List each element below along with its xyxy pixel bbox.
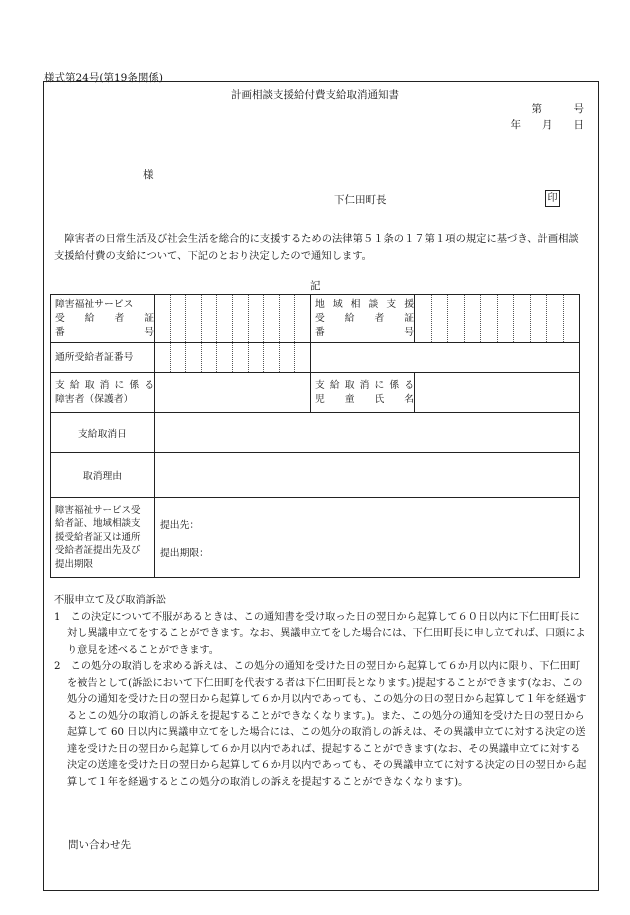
label-line: 地域相談支援 xyxy=(315,298,414,310)
table-row xyxy=(51,343,580,373)
cancel-disabled-label xyxy=(51,373,155,413)
community-cert-label xyxy=(311,295,415,343)
submit-to-label: 提出先： xyxy=(160,519,200,531)
cancel-date-label xyxy=(51,413,155,453)
table-row xyxy=(51,295,580,343)
service-cert-label xyxy=(51,295,155,343)
recipient-suffix: 様 xyxy=(143,169,154,181)
info-table xyxy=(50,294,580,578)
label-text: 取消理由 xyxy=(82,471,123,482)
contact-label: 問い合わせ先 xyxy=(68,839,131,851)
table-row xyxy=(51,498,580,578)
cancel-child-field[interactable] xyxy=(415,373,580,413)
cancel-reason-field[interactable] xyxy=(155,453,580,498)
form-number-label: 様式第24号(第19条関係) xyxy=(44,72,163,84)
seal-mark: 印 xyxy=(545,190,560,207)
empty-cell xyxy=(311,343,580,373)
community-cert-number-field[interactable] xyxy=(415,295,580,343)
label-line: 障害福祉サービス xyxy=(55,298,134,310)
label-line: 番 号 xyxy=(315,326,414,338)
submission-field[interactable] xyxy=(155,498,580,578)
cancel-disabled-field[interactable] xyxy=(155,373,311,413)
day-service-cert-number-field[interactable] xyxy=(155,343,311,373)
cancel-reason-label xyxy=(51,453,155,498)
label-line: 受 給 者 証 xyxy=(55,312,154,324)
label-line: 受給者証提出先及び xyxy=(55,545,141,557)
appeal-heading: 不服申立て及び取消訴訟 xyxy=(54,595,167,606)
cancel-date-field[interactable] xyxy=(155,413,580,453)
label-line: 支給取消に係る xyxy=(315,379,414,391)
label-line: 支給取消に係る xyxy=(55,379,154,391)
label-line: 給者証、地域相談支 xyxy=(55,518,141,530)
label-line: 受 給 者 証 xyxy=(315,312,414,324)
label-line: 番 号 xyxy=(55,326,154,338)
issuer-name: 下仁田町長 xyxy=(334,194,387,206)
label-text: 支給取消日 xyxy=(78,428,127,440)
label-line: 児 童 氏 名 xyxy=(315,393,414,405)
document-title: 計画相談支援給付費支給取消通知書 xyxy=(231,89,399,101)
cancel-child-label xyxy=(311,373,415,413)
submission-label xyxy=(51,498,155,578)
appeal-item-1: 1 この決定について不服があるときは、この通知書を受け取った日の翌日から起算して６０日以内に下仁田町長に対し異議申立てをすることができます。なお、異議申立てをした場合には、下仁田町長に申し立てれば、口頭により意見を述べることができます。 xyxy=(54,611,586,656)
intro-paragraph: 障害者の日常生活及び社会生活を総合的に支援するための法律第５１条の１７第１項の規定に基づき、計画相談支援給付費の支給について、下記のとおり決定したので通知します。 xyxy=(54,233,579,262)
document-number: 第 号 xyxy=(531,103,584,115)
service-cert-number-field[interactable] xyxy=(155,295,311,343)
document-date: 年 月 日 xyxy=(510,119,584,131)
appeal-item-2: 2 この処分の取消しを求める訴えは、この処分の通知を受けた日の翌日から起算して６か月以内に限り、下仁田町を被告として(訴訟において下仁田町を代表する者は下仁田町長となります。)提起することができます(なお、この処分の通知を受けた日の翌日から起算して６か月以内であっても、この処分の日の翌日から起算して１年を経過するとこの処分の取消しの訴えを提起することができなくなります。)。また、この処分の通知を受けた日の翌日から起算して 60 日以内に異議申立てをした場合には、この処分の取消しの訴えは、その異議申立てに対する決定の送達を受けた日の翌日から起算して６か月以内であれば、提起することができます(なお、その異議申立てに対する決定の送達を受けた日の翌日から起算して６か月以内であっても、その異議申立てに対する決定の日の翌日から起算して１年を経過するとこの処分の取消しの訴えを提起することができなくなります)。 xyxy=(54,661,587,788)
ki-heading: 記 xyxy=(310,280,321,292)
label-line: 援受給者証又は通所 xyxy=(55,531,141,543)
label-line: 障害福祉サービス受 xyxy=(55,504,141,516)
table-row xyxy=(51,413,580,453)
table-row xyxy=(51,373,580,413)
day-service-cert-label xyxy=(51,343,155,373)
appeal-section xyxy=(54,593,588,791)
label-line: 提出期限 xyxy=(55,558,94,570)
submit-deadline-label: 提出期限： xyxy=(160,547,209,559)
label-text: 通所受給者証番号 xyxy=(55,351,134,363)
label-line: 障害者（保護者） xyxy=(55,393,134,405)
table-row xyxy=(51,453,580,498)
